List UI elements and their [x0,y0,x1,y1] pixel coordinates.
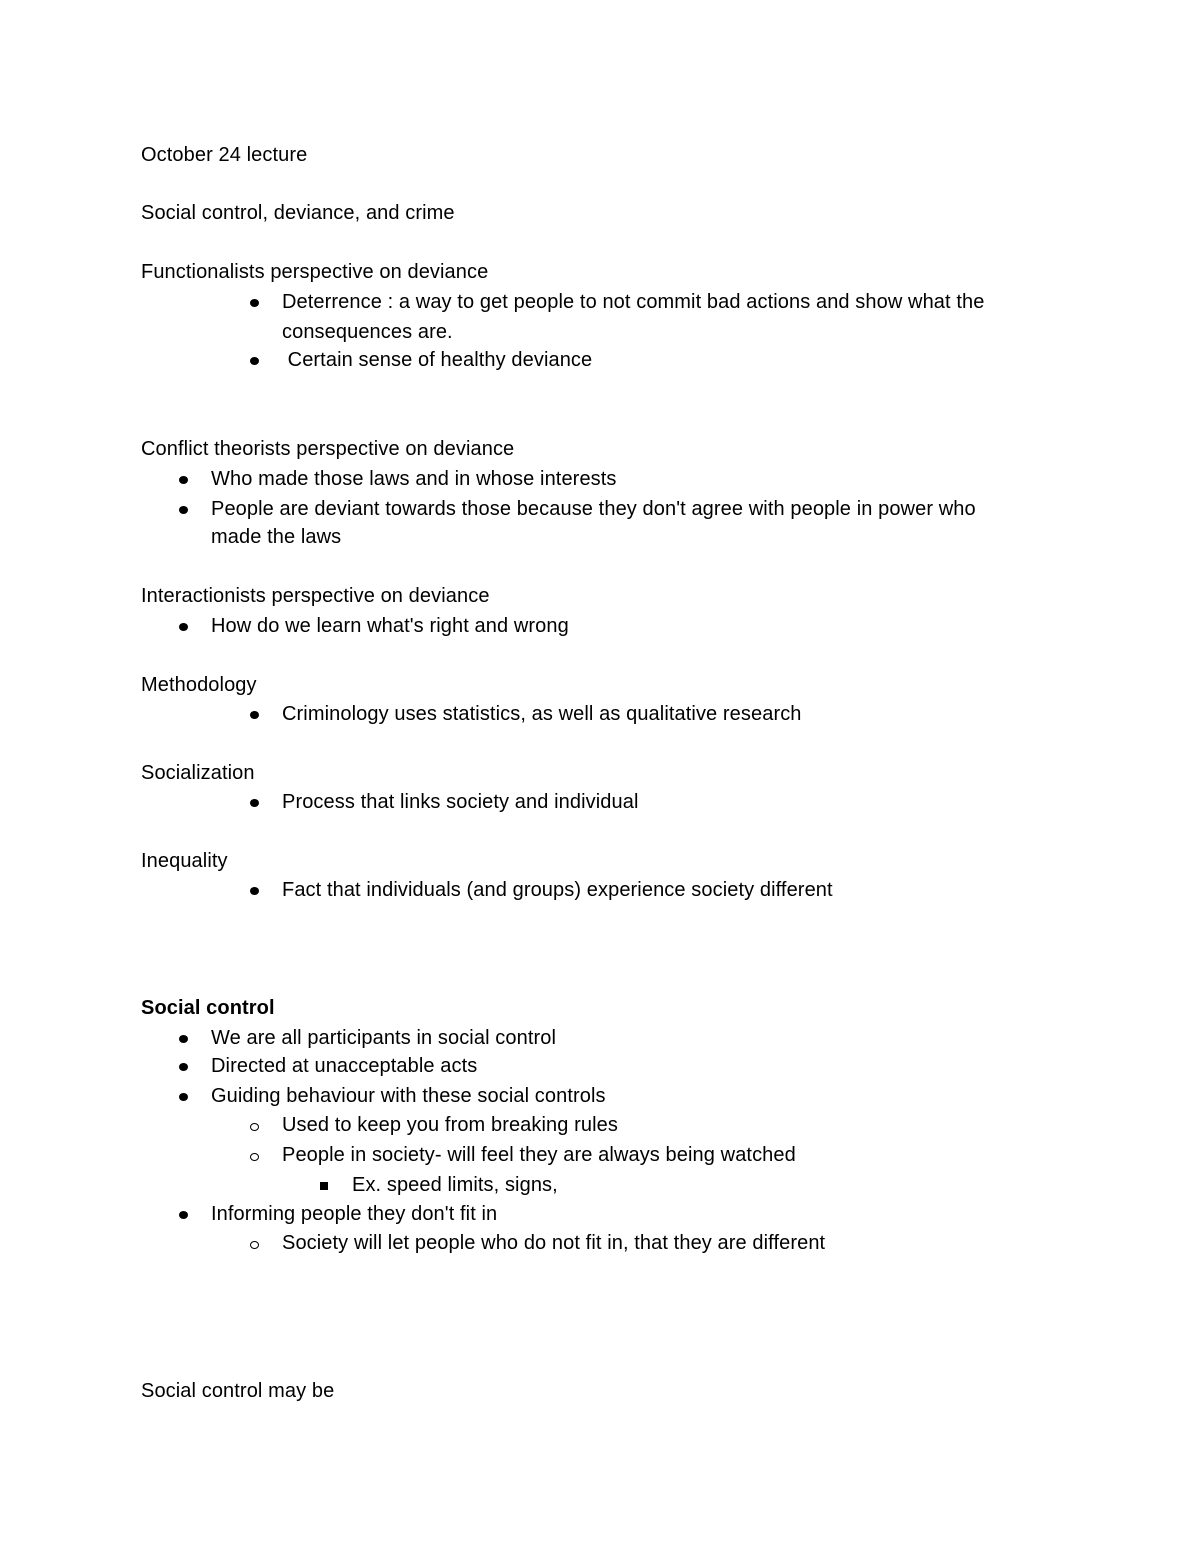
bullet-disc [250,789,259,813]
methodology-heading: Methodology [141,674,257,696]
conflict-item-2-line-2: made the laws [211,526,342,548]
bullet-disc [250,701,259,725]
functionalists-item-1-line-2: consequences are. [282,321,453,343]
social-control-item-4: Informing people they don't fit in [211,1203,498,1225]
bullet-circle [250,1143,259,1167]
social-control-item-3-sub-2-sub-1: Ex. speed limits, signs, [352,1174,558,1196]
bullet-disc [250,289,259,313]
conflict-item-2-line-1: People are deviant towards those because they don't agree with people in power who [211,498,976,520]
bullet-disc [179,496,188,520]
interactionists-heading: Interactionists perspective on deviance [141,585,490,607]
social-control-item-2: Directed at unacceptable acts [211,1055,478,1077]
bullet-disc [250,347,259,371]
bullet-disc [179,1201,188,1225]
bullet-disc [250,877,259,901]
functionalists-heading: Functionalists perspective on deviance [141,261,489,283]
closing-line: Social control may be [141,1380,335,1402]
bullet-disc [179,466,188,490]
inequality-heading: Inequality [141,850,228,872]
social-control-item-3-sub-2: People in society- will feel they are always being watched [282,1144,796,1166]
interactionists-item-1: How do we learn what's right and wrong [211,615,569,637]
socialization-item-1: Process that links society and individual [282,791,639,813]
date-line: October 24 lecture [141,144,308,166]
topic-line: Social control, deviance, and crime [141,202,455,224]
social-control-item-4-sub-1: Society will let people who do not fit in, that they are different [282,1232,826,1254]
social-control-heading: Social control [141,997,275,1019]
inequality-item-1: Fact that individuals (and groups) experience society different [282,879,833,901]
bullet-disc [179,1025,188,1049]
functionalists-item-2: Certain sense of healthy deviance [282,349,593,371]
bullet-circle [250,1113,259,1137]
methodology-item-1: Criminology uses statistics, as well as qualitative research [282,703,802,725]
bullet-square [320,1172,328,1196]
bullet-disc [179,1053,188,1077]
social-control-item-3: Guiding behaviour with these social controls [211,1085,606,1107]
bullet-circle [250,1231,259,1255]
functionalists-item-1-line-1: Deterrence : a way to get people to not commit bad actions and show what the [282,291,985,313]
social-control-item-3-sub-1: Used to keep you from breaking rules [282,1114,618,1136]
bullet-disc [179,613,188,637]
bullet-disc [179,1083,188,1107]
conflict-item-1: Who made those laws and in whose interests [211,468,617,490]
social-control-item-1: We are all participants in social control [211,1027,556,1049]
conflict-heading: Conflict theorists perspective on deviance [141,438,515,460]
socialization-heading: Socialization [141,762,255,784]
